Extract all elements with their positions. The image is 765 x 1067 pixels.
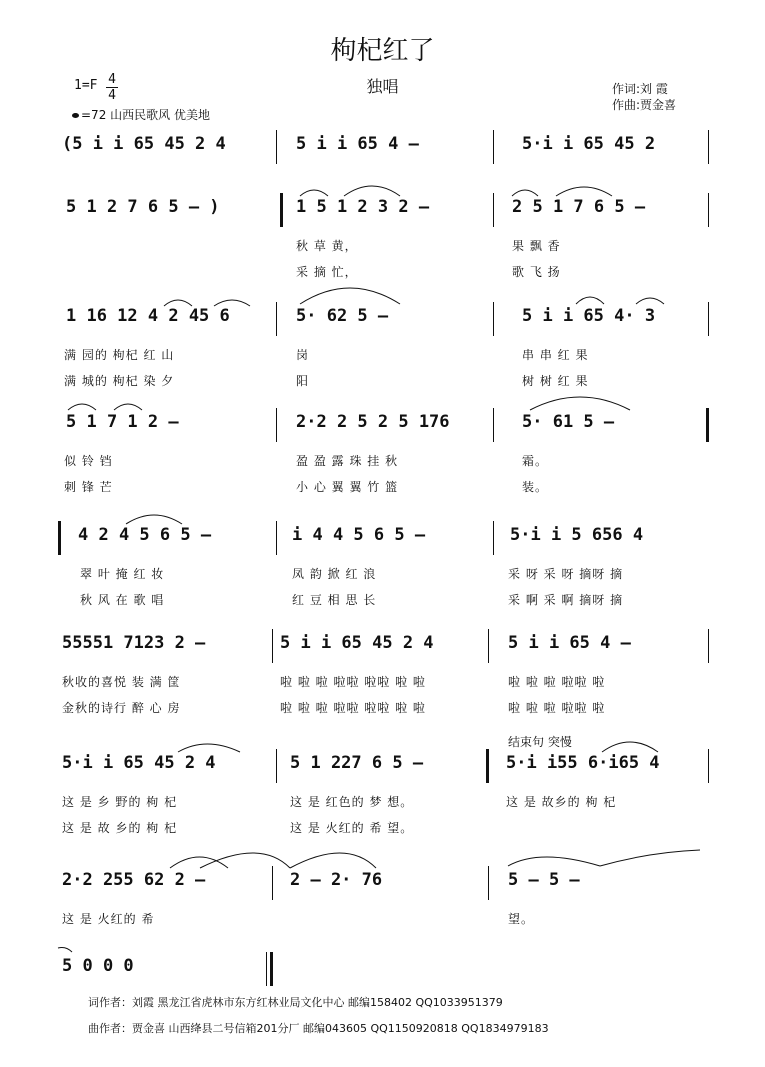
measure-1-notes: (5 i i 65 45 2 4 <box>62 134 226 154</box>
measure-3-notes: 5 i i 65 4 – <box>508 633 631 653</box>
ending-annotation: 结束句 突慢 <box>508 735 572 749</box>
key-signature: 1=F <box>74 78 98 93</box>
lyric-verse-2: 小 心 翼 翼 竹 篮 <box>296 480 399 494</box>
lyric-verse-2: 这 是 火红的 希 望。 <box>290 821 414 835</box>
lyric-verse-1: 这 是 乡 野的 枸 杞 <box>62 795 178 809</box>
lyric-verse-1: 翠 叶 掩 红 妆 <box>80 567 165 581</box>
measure-3-notes: 5 – 5 – <box>508 870 580 890</box>
lyric-verse-1: 凤 韵 掀 红 浪 <box>292 567 377 581</box>
measure-1-notes: 55551 7123 2 – <box>62 633 206 653</box>
lyric-verse-1: 秋收的喜悦 装 满 筐 <box>62 675 181 689</box>
lyricist-contact: 词作者：刘霞 黑龙江省虎林市东方红林业局文化中心 邮编158402 QQ1033951379 <box>88 996 503 1009</box>
measure-3-notes: 2 5 1 7 6 5 – <box>512 197 646 217</box>
composer-credit: 作曲:贾金喜 <box>612 98 677 112</box>
time-signature-bottom: 4 <box>108 88 116 103</box>
measure-2-notes: 5 1 227 6 5 – <box>290 753 424 773</box>
tempo-text: =72 山西民歌风 优美地 <box>81 108 210 122</box>
lyric-verse-1: 岗 <box>296 348 310 362</box>
measure-2-notes: i 4 4 5 6 5 – <box>292 525 426 545</box>
lyric-verse-1: 望。 <box>508 912 535 926</box>
lyric-verse-2: 啦 啦 啦 啦啦 啦 <box>508 701 606 715</box>
lyric-verse-2: 满 城的 枸杞 染 夕 <box>64 374 175 388</box>
measure-1-notes: 5 1 7 1 2 – <box>66 412 179 432</box>
measure-3-notes: 5 i i 65 4· 3 <box>522 306 656 326</box>
lyric-verse-2: 阳 <box>296 374 310 388</box>
final-measure-notes: 5 0 0 0 <box>62 956 134 976</box>
measure-1-notes: 5 1 2 7 6 5 – ) <box>66 197 220 217</box>
measure-3-notes: 5·i i55 6·i65 4 <box>506 753 660 773</box>
lyric-verse-2: 采 摘 忙， <box>296 265 358 279</box>
measure-3-notes: 5·i i 65 45 2 <box>522 134 656 154</box>
lyric-verse-1: 这 是 故乡的 枸 杞 <box>506 795 617 809</box>
measure-1-notes: 4 2 4 5 6 5 – <box>78 525 212 545</box>
measure-1-notes: 2·2 255 62 2 – <box>62 870 206 890</box>
lyricist-credit: 作词:刘 霞 <box>612 82 668 96</box>
measure-2-notes: 5 i i 65 4 – <box>296 134 419 154</box>
measure-1-notes: 1 16 12 4 2 45 6 <box>66 306 230 326</box>
lyric-verse-1: 啦 啦 啦 啦啦 啦啦 啦 啦 <box>280 675 426 689</box>
lyric-verse-2: 歌 飞 扬 <box>512 265 561 279</box>
measure-3-notes: 5· 61 5 – <box>522 412 615 432</box>
lyric-verse-2: 红 豆 相 思 长 <box>292 593 377 607</box>
lyric-verse-2: 秋 风 在 歌 唱 <box>80 593 165 607</box>
lyric-verse-1: 啦 啦 啦 啦啦 啦 <box>508 675 606 689</box>
measure-2-notes: 2 – 2· 76 <box>290 870 383 890</box>
lyric-verse-2: 这 是 故 乡的 枸 杞 <box>62 821 178 835</box>
performance-type: 独唱 <box>366 77 399 96</box>
measure-2-notes: 5 i i 65 45 2 4 <box>280 633 434 653</box>
lyric-verse-2: 采 啊 采 啊 摘呀 摘 <box>508 593 624 607</box>
lyric-verse-2: 啦 啦 啦 啦啦 啦啦 啦 啦 <box>280 701 426 715</box>
lyric-verse-1: 采 呀 采 呀 摘呀 摘 <box>508 567 624 581</box>
measure-2-notes: 2·2 2 5 2 5 176 <box>296 412 450 432</box>
composer-contact: 曲作者：贾金喜 山西绛县二号信箱201分厂 邮编043605 QQ1150920818 QQ1834979183 <box>88 1022 549 1035</box>
lyric-verse-1: 秋 草 黄， <box>296 239 358 253</box>
lyric-verse-2: 装。 <box>522 480 549 494</box>
lyric-verse-1: 满 园的 枸杞 红 山 <box>64 348 175 362</box>
lyric-verse-1: 盈 盈 露 珠 挂 秋 <box>296 454 399 468</box>
lyric-verse-2: 树 树 红 果 <box>522 374 589 388</box>
measure-2-notes: 5· 62 5 – <box>296 306 389 326</box>
lyric-verse-1: 果 飘 香 <box>512 239 561 253</box>
lyric-verse-1: 霜。 <box>522 454 549 468</box>
lyric-verse-2: 刺 锋 芒 <box>64 480 113 494</box>
measure-2-notes: 1 5 1 2 3 2 – <box>296 197 430 217</box>
measure-1-notes: 5·i i 65 45 2 4 <box>62 753 216 773</box>
song-title: 枸杞红了 <box>330 36 435 66</box>
lyric-verse-1: 似 铃 铛 <box>64 454 113 468</box>
lyric-verse-1: 串 串 红 果 <box>522 348 589 362</box>
lyric-verse-2: 金秋的诗行 醉 心 房 <box>62 701 181 715</box>
lyric-verse-1: 这 是 红色的 梦 想。 <box>290 795 414 809</box>
lyric-verse-1: 这 是 火红的 希 <box>62 912 155 926</box>
time-signature-top: 4 <box>108 72 116 87</box>
measure-3-notes: 5·i i 5 656 4 <box>510 525 644 545</box>
